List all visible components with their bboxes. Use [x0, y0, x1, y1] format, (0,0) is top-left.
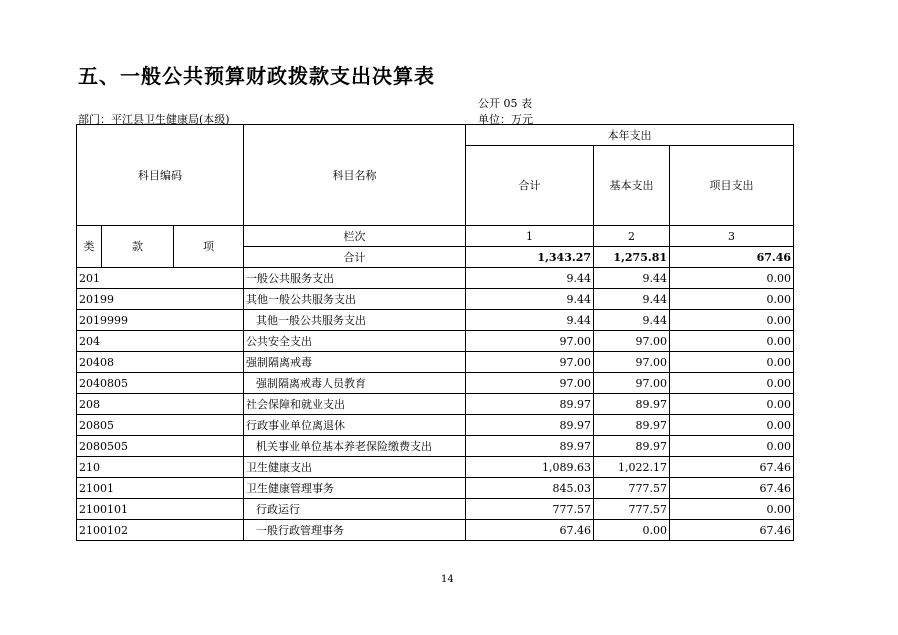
total-basic: 1,275.81 — [594, 247, 670, 268]
row-code: 208 — [77, 394, 244, 415]
row-total: 89.97 — [466, 394, 594, 415]
row-basic: 9.44 — [594, 268, 670, 289]
header-column-order: 栏次 — [244, 226, 466, 247]
total-label: 合计 — [244, 247, 466, 268]
row-basic: 0.00 — [594, 520, 670, 541]
header-row-3 — [77, 226, 794, 247]
row-total: 777.57 — [466, 499, 594, 520]
row-code: 2100102 — [77, 520, 244, 541]
row-basic: 1,022.17 — [594, 457, 670, 478]
row-code: 21001 — [77, 478, 244, 499]
header-xiang: 项 — [174, 226, 244, 268]
row-code: 204 — [77, 331, 244, 352]
row-name: 其他一般公共服务支出 — [244, 310, 466, 331]
table-row — [77, 352, 794, 373]
row-project: 0.00 — [670, 331, 794, 352]
row-project: 0.00 — [670, 394, 794, 415]
row-basic: 777.57 — [594, 478, 670, 499]
row-name: 行政运行 — [244, 499, 466, 520]
row-total: 9.44 — [466, 289, 594, 310]
row-basic: 97.00 — [594, 352, 670, 373]
row-basic: 97.00 — [594, 331, 670, 352]
row-code: 201 — [77, 268, 244, 289]
header-row-1 — [77, 125, 794, 146]
row-basic: 9.44 — [594, 289, 670, 310]
row-project: 0.00 — [670, 415, 794, 436]
row-name: 一般行政管理事务 — [244, 520, 466, 541]
table-row — [77, 478, 794, 499]
row-total: 89.97 — [466, 436, 594, 457]
header-subject-name: 科目名称 — [244, 125, 466, 226]
row-project: 0.00 — [670, 352, 794, 373]
table-row — [77, 310, 794, 331]
row-code: 2019999 — [77, 310, 244, 331]
row-project: 0.00 — [670, 436, 794, 457]
row-code: 20408 — [77, 352, 244, 373]
row-basic: 97.00 — [594, 373, 670, 394]
row-total: 89.97 — [466, 415, 594, 436]
row-name: 卫生健康管理事务 — [244, 478, 466, 499]
row-project: 67.46 — [670, 457, 794, 478]
row-project: 0.00 — [670, 373, 794, 394]
row-project: 0.00 — [670, 499, 794, 520]
header-kuan: 款 — [102, 226, 174, 268]
total-total: 1,343.27 — [466, 247, 594, 268]
row-code: 2100101 — [77, 499, 244, 520]
header-lei: 类 — [77, 226, 102, 268]
department-label: 部门：平江县卫生健康局(本级) — [78, 113, 230, 126]
table-row — [77, 415, 794, 436]
total-project: 67.46 — [670, 247, 794, 268]
table-row — [77, 331, 794, 352]
table-row — [77, 457, 794, 478]
header-basic: 基本支出 — [594, 146, 670, 226]
row-basic: 89.97 — [594, 436, 670, 457]
row-name: 公共安全支出 — [244, 331, 466, 352]
row-total: 67.46 — [466, 520, 594, 541]
table-row — [77, 520, 794, 541]
table-row — [77, 436, 794, 457]
header-current-year-expense: 本年支出 — [466, 125, 794, 146]
row-project: 0.00 — [670, 310, 794, 331]
row-code: 2040805 — [77, 373, 244, 394]
budget-table — [76, 124, 794, 541]
row-project: 67.46 — [670, 478, 794, 499]
row-name: 一般公共服务支出 — [244, 268, 466, 289]
row-total: 97.00 — [466, 331, 594, 352]
row-basic: 9.44 — [594, 310, 670, 331]
row-basic: 89.97 — [594, 415, 670, 436]
row-code: 20805 — [77, 415, 244, 436]
header-col1: 1 — [466, 226, 594, 247]
row-name: 行政事业单位离退休 — [244, 415, 466, 436]
row-total: 9.44 — [466, 268, 594, 289]
row-name: 强制隔离戒毒人员教育 — [244, 373, 466, 394]
table-row — [77, 373, 794, 394]
header-col2: 2 — [594, 226, 670, 247]
row-basic: 777.57 — [594, 499, 670, 520]
page-title: 五、一般公共预算财政拨款支出决算表 — [78, 64, 435, 88]
row-total: 845.03 — [466, 478, 594, 499]
row-total: 97.00 — [466, 373, 594, 394]
row-name: 社会保障和就业支出 — [244, 394, 466, 415]
row-basic: 89.97 — [594, 394, 670, 415]
form-code: 公开 05 表 — [478, 97, 532, 110]
row-total: 97.00 — [466, 352, 594, 373]
table-row — [77, 394, 794, 415]
row-project: 0.00 — [670, 289, 794, 310]
header-total: 合计 — [466, 146, 594, 226]
header-subject-code: 科目编码 — [77, 125, 244, 226]
table-row — [77, 268, 794, 289]
header-col3: 3 — [670, 226, 794, 247]
unit-label: 单位：万元 — [478, 113, 533, 126]
row-code: 210 — [77, 457, 244, 478]
row-name: 机关事业单位基本养老保险缴费支出 — [244, 436, 466, 457]
row-name: 其他一般公共服务支出 — [244, 289, 466, 310]
row-code: 20199 — [77, 289, 244, 310]
row-project: 67.46 — [670, 520, 794, 541]
page-number: 14 — [441, 574, 454, 585]
row-project: 0.00 — [670, 268, 794, 289]
row-name: 卫生健康支出 — [244, 457, 466, 478]
row-total: 9.44 — [466, 310, 594, 331]
row-name: 强制隔离戒毒 — [244, 352, 466, 373]
header-project: 项目支出 — [670, 146, 794, 226]
row-code: 2080505 — [77, 436, 244, 457]
row-total: 1,089.63 — [466, 457, 594, 478]
table-row — [77, 289, 794, 310]
table-row — [77, 499, 794, 520]
